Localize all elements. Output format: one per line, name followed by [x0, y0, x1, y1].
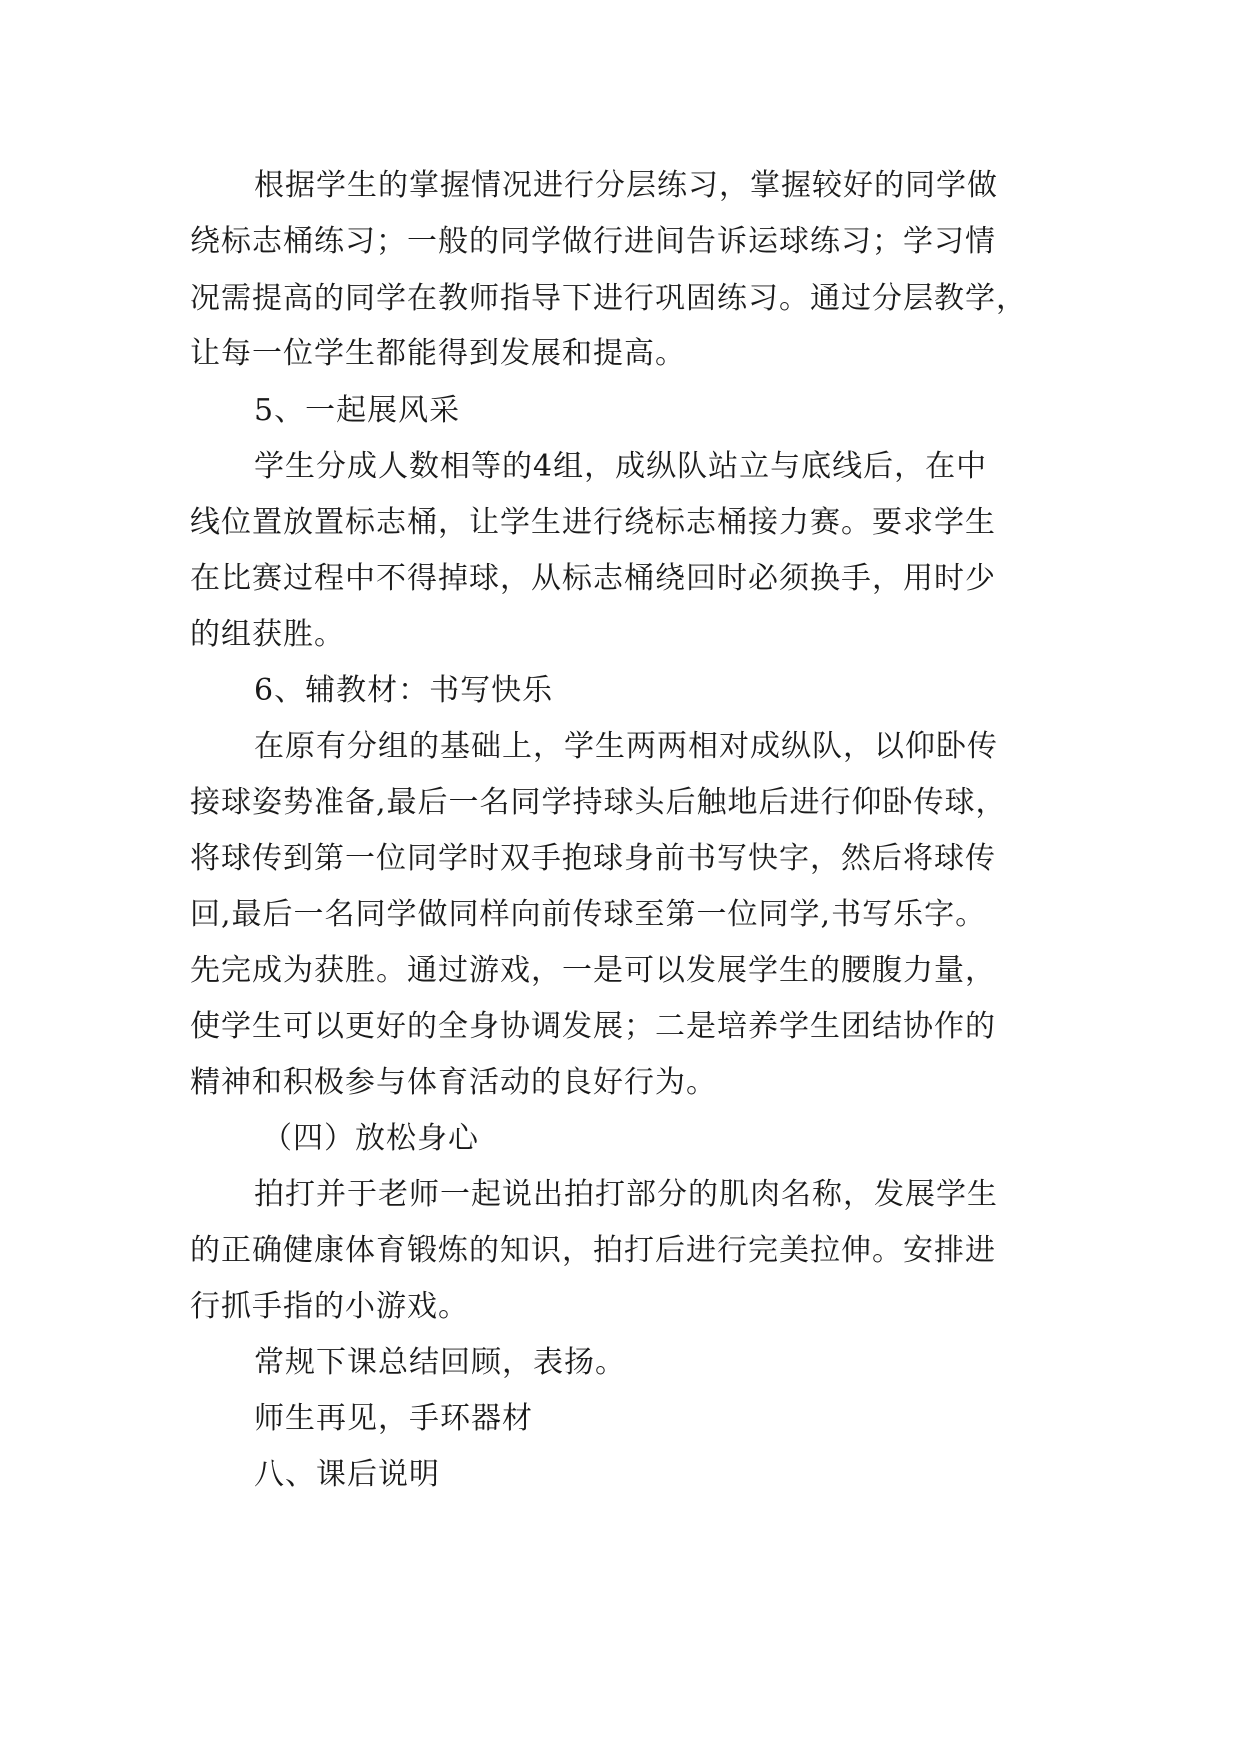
- section-heading: 八、课后说明: [254, 1457, 440, 1492]
- paragraph-line: 常规下课总结回顾，表扬。: [254, 1345, 626, 1380]
- paragraph-line: 的正确健康体育锻炼的知识，拍打后进行完美拉伸。安排进: [190, 1233, 996, 1268]
- paragraph-line: 的组获胜。: [190, 617, 345, 652]
- paragraph-line: 拍打并于老师一起说出拍打部分的肌肉名称，发展学生: [254, 1177, 998, 1212]
- paragraph-line: 师生再见，手环器材: [254, 1401, 533, 1436]
- paragraph-line: 回,最后一名同学做同样向前传球至第一位同学,书写乐字。: [190, 897, 987, 932]
- paragraph-line: 使学生可以更好的全身协调发展；二是培养学生团结协作的: [190, 1009, 996, 1044]
- paragraph-line: 让每一位学生都能得到发展和提高。: [190, 336, 686, 371]
- paragraph-line: 将球传到第一位同学时双手抱球身前书写快字，然后将球传: [190, 841, 996, 876]
- paragraph-line: 在比赛过程中不得掉球，从标志桶绕回时必须换手，用时少: [190, 561, 996, 596]
- paragraph-line: 在原有分组的基础上，学生两两相对成纵队，以仰卧传: [254, 729, 998, 764]
- section-heading: 6、辅教材：书写快乐: [254, 673, 554, 708]
- paragraph-line: 况需提高的同学在教师指导下进行巩固练习。通过分层教学，: [190, 281, 1027, 316]
- paragraph-line: 学生分成人数相等的4组，成纵队站立与底线后，在中: [254, 449, 988, 484]
- section-heading: （四）放松身心: [262, 1121, 479, 1156]
- paragraph-line: 精神和积极参与体育活动的良好行为。: [190, 1065, 717, 1100]
- paragraph-line: 先完成为获胜。通过游戏，一是可以发展学生的腰腹力量，: [190, 953, 996, 988]
- paragraph-line: 接球姿势准备,最后一名同学持球头后触地后进行仰卧传球，: [190, 785, 1007, 820]
- paragraph-line: 线位置放置标志桶，让学生进行绕标志桶接力赛。要求学生: [190, 505, 996, 540]
- paragraph-line: 行抓手指的小游戏。: [190, 1289, 469, 1324]
- section-heading: 5、一起展风采: [254, 393, 461, 428]
- paragraph-line: 根据学生的掌握情况进行分层练习，掌握较好的同学做: [254, 168, 998, 203]
- paragraph-line: 绕标志桶练习；一般的同学做行进间告诉运球练习；学习情: [190, 224, 996, 259]
